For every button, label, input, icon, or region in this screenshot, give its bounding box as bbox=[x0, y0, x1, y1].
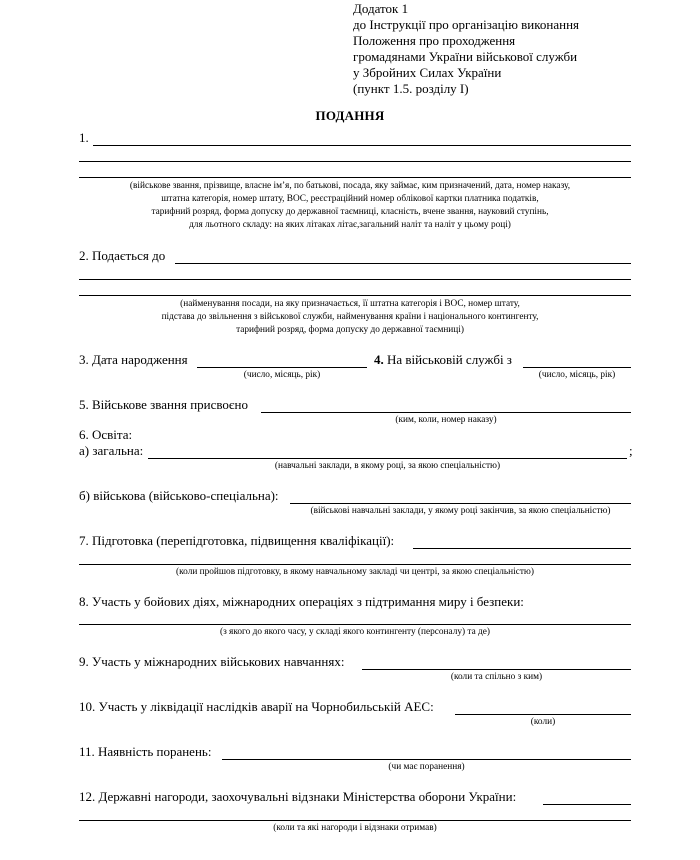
exercises-field[interactable] bbox=[362, 669, 631, 670]
item1-field-line-2[interactable] bbox=[79, 161, 631, 162]
header-line: у Збройних Силах України bbox=[353, 65, 502, 80]
item2-field-line-2[interactable] bbox=[79, 279, 631, 280]
item4-text: На військовій службі з bbox=[387, 352, 512, 367]
item7-hint: (коли пройшов підготовку, в якому навчальному закладі чи центрі, за якою спеціальністю) bbox=[176, 567, 534, 577]
wounds-field[interactable] bbox=[222, 759, 631, 760]
awards-field-line-1[interactable] bbox=[543, 804, 631, 805]
item6b-hint: (військові навчальні заклади, у якому році закінчив, за якою спеціальністю) bbox=[310, 506, 611, 516]
item1-hint: для льотного складу: на яких літаках літає,загальний наліт та наліт у цьому році) bbox=[189, 220, 511, 230]
birth-date-field[interactable] bbox=[197, 367, 367, 368]
item11-hint: (чи має поранення) bbox=[388, 762, 465, 772]
military-education-field[interactable] bbox=[290, 503, 631, 504]
rank-assigned-field[interactable] bbox=[261, 412, 631, 413]
item1-field-line-3[interactable] bbox=[79, 177, 631, 178]
item4-label bbox=[374, 353, 512, 367]
item12-hint: (коли та які нагороди і відзнаки отримав) bbox=[273, 823, 437, 833]
item5-hint: (ким, коли, номер наказу) bbox=[395, 415, 497, 425]
item2-field-line-3[interactable] bbox=[79, 295, 631, 296]
item2-hint: підстава до звільнення з військової служби, найменування країни і національного контингенту, bbox=[161, 312, 539, 322]
chernobyl-field[interactable] bbox=[455, 714, 631, 715]
item3-hint: (число, місяць, рік) bbox=[243, 370, 321, 380]
training-field-line-1[interactable] bbox=[413, 548, 631, 549]
item2-field-line-1[interactable] bbox=[175, 263, 631, 264]
item10-hint: (коли) bbox=[530, 717, 556, 727]
item1-hint: (військове звання, прізвище, власне ім’я, по батькові, посада, яку займає, ким призначений, дата, номер наказу, bbox=[129, 181, 571, 191]
training-field-line-2[interactable] bbox=[79, 564, 631, 565]
item4-number: 4. bbox=[374, 352, 384, 367]
item2-hint: (найменування посади, на яку призначається, її штатна категорія і ВОС, номер штату, bbox=[180, 299, 520, 309]
item6a-end: ; bbox=[629, 443, 633, 458]
item2-hint: тарифний розряд, форма допуску до державної таємниці) bbox=[236, 325, 464, 335]
item9-hint: (коли та спільно з ким) bbox=[450, 672, 543, 682]
item7-label: 7. Підготовка (перепідготовка, підвищення кваліфікації): bbox=[79, 533, 395, 548]
item6-label: 6. Освіта: bbox=[79, 427, 133, 442]
combat-participation-field[interactable] bbox=[79, 624, 631, 625]
item1-hint: тарифний розряд, форма допуску до державної таємниці, класність, вчене звання, науковий ступінь, bbox=[151, 207, 549, 217]
header-line: до Інструкції про організацію виконання bbox=[353, 17, 580, 32]
item11-label: 11. Наявність поранень: bbox=[79, 744, 212, 759]
item2-label: 2. Подається до bbox=[79, 248, 166, 263]
item8-label: 8. Участь у бойових діях, міжнародних операціях з підтримання миру і безпеки: bbox=[79, 594, 524, 609]
item6b-label: б) військова (військово-спеціальна): bbox=[79, 488, 279, 503]
item1-hint: штатна категорія, номер штату, ВОС, реєстраційний номер облікової картки платника податків, bbox=[161, 194, 539, 204]
item12-label: 12. Державні нагороди, заохочувальні відзнаки Міністерства оборони України: bbox=[79, 789, 517, 804]
item4-hint: (число, місяць, рік) bbox=[538, 370, 616, 380]
item10-label: 10. Участь у ліквідації наслідків аварії на Чорнобильській АЕС: bbox=[79, 699, 434, 714]
item5-label: 5. Військове звання присвоєно bbox=[79, 397, 248, 412]
item9-label: 9. Участь у міжнародних військових навчаннях: bbox=[79, 654, 345, 669]
item8-hint: (з якого до якого часу, у складі якого контингенту (персоналу) та де) bbox=[219, 627, 491, 637]
header-line: громадянами України військової служби bbox=[353, 49, 578, 64]
document-title: ПОДАННЯ bbox=[315, 108, 385, 123]
general-education-field[interactable] bbox=[148, 458, 627, 459]
item3-label: 3. Дата народження bbox=[79, 352, 188, 367]
item1-field-line-1[interactable] bbox=[93, 145, 631, 146]
service-since-field[interactable] bbox=[523, 367, 631, 368]
header-line: Положення про проходження bbox=[353, 33, 516, 48]
header-line: Додаток 1 bbox=[353, 1, 409, 16]
item6a-hint: (навчальні заклади, в якому році, за якою спеціальністю) bbox=[274, 461, 501, 471]
appendix-header bbox=[353, 1, 579, 97]
header-line: (пункт 1.5. розділу І) bbox=[353, 81, 469, 96]
item6a-label: а) загальна: bbox=[79, 443, 144, 458]
awards-field-line-2[interactable] bbox=[79, 820, 631, 821]
item1-label: 1. bbox=[79, 130, 89, 145]
